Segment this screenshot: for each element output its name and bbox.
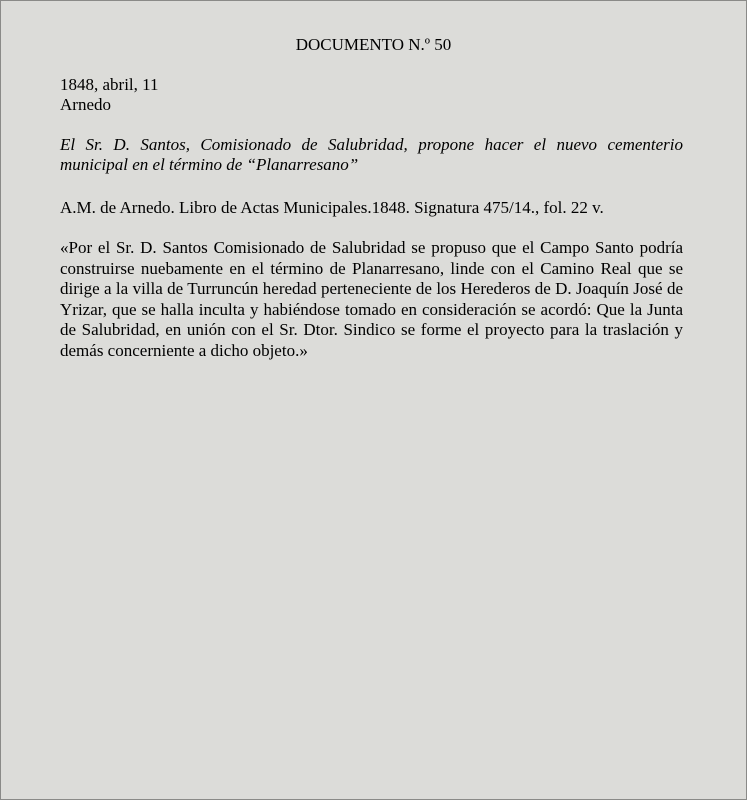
document-body: «Por el Sr. D. Santos Comisionado de Salubridad se propuso que el Campo Santo podría construirse nuebamente en el término de Planarresano, linde con el Camino Real que se dirige a la villa de Turruncún heredad perteneciente de los Herederos de D. Joaquín José de Yrizar, que se halla inculta y habiéndose tomado en consideración se acordó: Que la Junta de Salubridad, en unión con el Sr. Dtor. Sindico se forme el proyecto para la traslación y demás concerniente a dicho objeto.»	[60, 238, 683, 360]
document-source: A.M. de Arnedo. Libro de Actas Municipales.1848. Signatura 475/14., fol. 22 v.	[60, 198, 604, 217]
document-title: DOCUMENTO N.º 50	[295, 35, 452, 54]
document-date: 1848, abril, 11	[60, 75, 159, 94]
document-summary: El Sr. D. Santos, Comisionado de Salubridad, propone hacer el nuevo cementerio municipal en el término de “Planarresano”	[60, 135, 683, 174]
document-place: Arnedo	[60, 95, 111, 114]
